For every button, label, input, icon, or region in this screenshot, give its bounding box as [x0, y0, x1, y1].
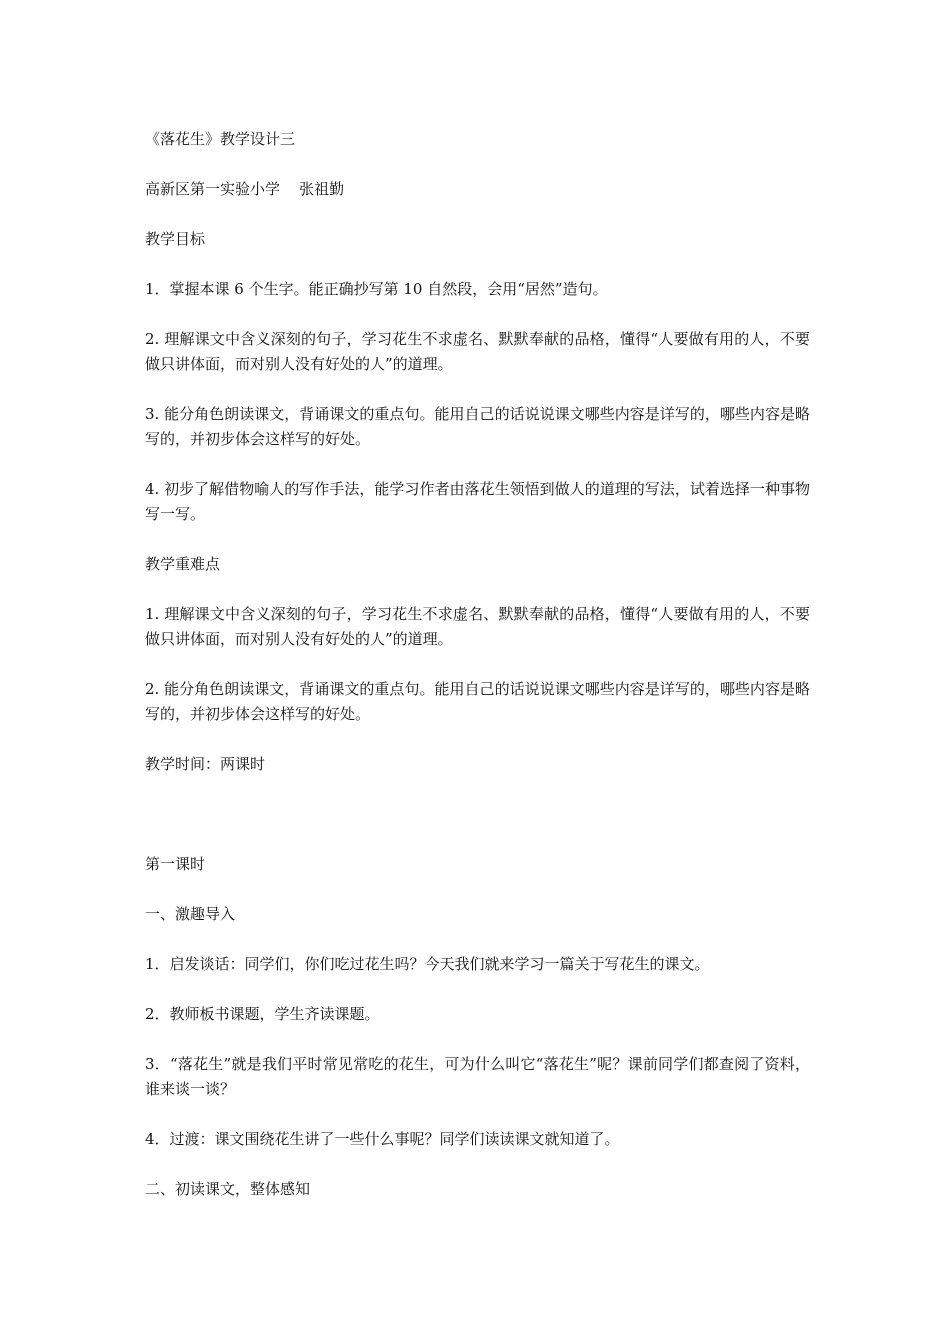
- key-points-heading: 教学重难点: [145, 555, 221, 573]
- lesson1-heading: 第一课时: [145, 855, 206, 873]
- blank-gap: [145, 802, 810, 852]
- author-line: 高新区第一实验小学 张祖勤: [145, 180, 345, 198]
- document-body: [145, 127, 810, 1227]
- key-point-item: 1. 理解课文中含义深刻的句子，学习花生不求虚名、默默奉献的品格，懂得“人要做有用的人，不要做只讲体面，而对别人没有好处的人”的道理。: [145, 605, 810, 648]
- objective-item: 4. 初步了解借物喻人的写作手法，能学习作者由落花生领悟到做人的道理的写法，试着选择一种事物写一写。: [145, 480, 810, 523]
- objective-item: 2. 理解课文中含义深刻的句子，学习花生不求虚名、默默奉献的品格，懂得“人要做有用的人，不要做只讲体面，而对别人没有好处的人”的道理。: [145, 330, 810, 373]
- section1-item: 2．教师板书课题，学生齐读课题。: [145, 1005, 380, 1023]
- section1-heading: 一、激趣导入: [145, 905, 236, 923]
- objective-item: 1．掌握本课 6 个生字。能正确抄写第 10 自然段，会用“居然”造句。: [145, 280, 608, 298]
- teaching-time: 教学时间：两课时: [145, 755, 266, 773]
- section1-item: 1．启发谈话：同学们，你们吃过花生吗？今天我们就来学习一篇关于写花生的课文。: [145, 955, 710, 973]
- section1-item: 3．“落花生”就是我们平时常见常吃的花生，可为什么叫它“落花生”呢？课前同学们都查阅了资料，谁来谈一谈？: [145, 1055, 810, 1098]
- document-title: 《落花生》教学设计三: [145, 130, 296, 148]
- objective-item: 3. 能分角色朗读课文，背诵课文的重点句。能用自己的话说说课文哪些内容是详写的，哪些内容是略写的，并初步体会这样写的好处。: [145, 405, 810, 448]
- section1-item: 4．过渡：课文围绕花生讲了一些什么事呢？同学们读读课文就知道了。: [145, 1130, 620, 1148]
- section2-heading: 二、初读课文，整体感知: [145, 1180, 311, 1198]
- key-point-item: 2. 能分角色朗读课文，背诵课文的重点句。能用自己的话说说课文哪些内容是详写的，哪些内容是略写的，并初步体会这样写的好处。: [145, 680, 810, 723]
- objectives-heading: 教学目标: [145, 230, 206, 248]
